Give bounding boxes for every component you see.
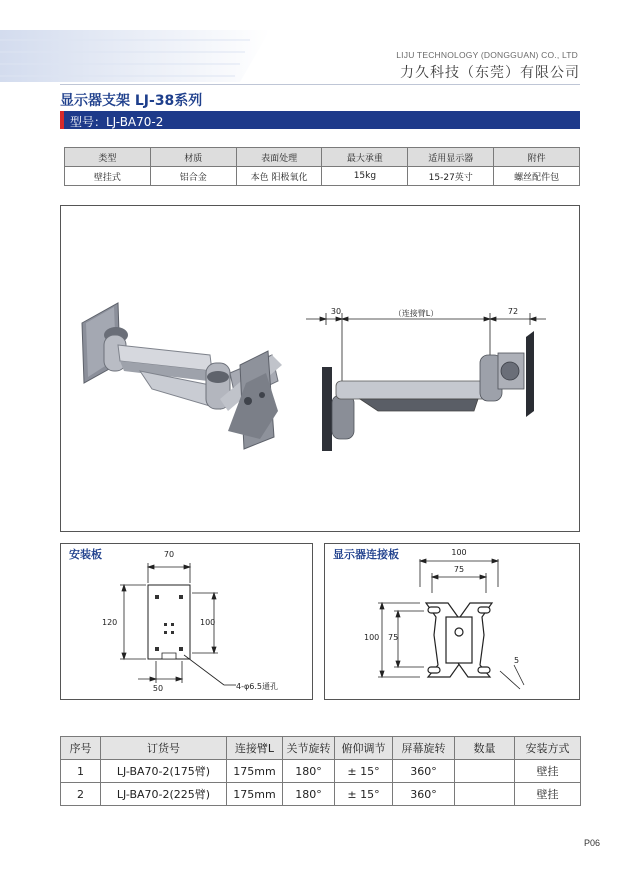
side-view-drawing: [306, 313, 546, 451]
mount-plate-drawing: [60, 543, 313, 700]
order-header-cell: 订货号: [101, 737, 227, 760]
vesa-dim-5: 5: [514, 656, 520, 665]
spec-header-cell: 最大承重: [322, 148, 408, 167]
order-cell: 1: [61, 760, 101, 783]
model-bar: [60, 111, 580, 129]
order-cell: 壁挂: [515, 760, 581, 783]
spec-header-cell: 附件: [494, 148, 580, 167]
order-header-cell: 俯仰调节: [335, 737, 393, 760]
spec-table-row: [65, 167, 580, 186]
dimension-arm-length: （连接臂L）: [393, 309, 439, 318]
order-cell: [455, 783, 515, 806]
spec-table-header: [65, 148, 580, 167]
vesa-plate-title: 显示器连接板: [330, 546, 402, 562]
order-table-row: [61, 760, 581, 783]
order-header-cell: 关节旋转: [283, 737, 335, 760]
order-cell: 2: [61, 783, 101, 806]
spec-cell: 铝合金: [150, 167, 236, 186]
spec-cell: 15kg: [322, 167, 408, 186]
mount-dim-hole-spacing: 100: [200, 618, 216, 627]
order-table-header: [61, 737, 581, 760]
mount-plate-title: 安装板: [66, 546, 105, 562]
mount-dim-bottom: 50: [152, 684, 164, 693]
mount-dim-height: 120: [102, 618, 118, 627]
dimension-30: 30: [330, 307, 342, 316]
order-cell: LJ-BA70-2(175臂): [101, 760, 227, 783]
mount-hole-note: 4-φ6.5通孔: [236, 682, 278, 691]
dimension-72: 72: [507, 307, 519, 316]
spec-header-cell: 适用显示器: [408, 148, 494, 167]
order-cell: 180°: [283, 760, 335, 783]
order-cell: 175mm: [227, 760, 283, 783]
spec-cell: 本色 阳极氧化: [236, 167, 322, 186]
spec-cell: 15-27英寸: [408, 167, 494, 186]
spec-cell: 螺丝配件包: [494, 167, 580, 186]
order-header-cell: 安装方式: [515, 737, 581, 760]
page-number: P06: [583, 838, 600, 848]
spec-header-cell: 类型: [65, 148, 151, 167]
order-cell: LJ-BA70-2(225臂): [101, 783, 227, 806]
spec-header-cell: 材质: [150, 148, 236, 167]
vesa-dim-75-height: 75: [388, 633, 399, 642]
company-name-en: LIJU TECHNOLOGY (DONGGUAN) CO., LTD: [396, 50, 578, 60]
order-table: [60, 736, 581, 806]
order-header-cell: 连接臂L: [227, 737, 283, 760]
order-cell: 壁挂: [515, 783, 581, 806]
order-cell: 180°: [283, 783, 335, 806]
vesa-dim-75-width: 75: [453, 565, 465, 574]
order-cell: ± 15°: [335, 783, 393, 806]
mount-dim-width: 70: [163, 550, 175, 559]
product-render: [82, 303, 282, 449]
order-cell: 360°: [393, 783, 455, 806]
vesa-plate-drawing: [324, 543, 580, 700]
header-decoration: [0, 0, 300, 88]
order-cell: [455, 760, 515, 783]
order-table-row: [61, 783, 581, 806]
spec-cell: 壁挂式: [65, 167, 151, 186]
page-title: 显示器支架 LJ-38系列: [60, 93, 203, 109]
order-cell: 360°: [393, 760, 455, 783]
company-name-cn: 力久科技（东莞）有限公司: [400, 65, 580, 81]
product-drawing: [60, 205, 580, 532]
model-label: 型号：LJ-BA70-2: [70, 115, 164, 129]
order-header-cell: 屏幕旋转: [393, 737, 455, 760]
spec-header-cell: 表面处理: [236, 148, 322, 167]
header-divider: [60, 84, 580, 85]
vesa-dim-100-width: 100: [451, 548, 467, 557]
order-cell: ± 15°: [335, 760, 393, 783]
spec-table: [64, 147, 580, 186]
order-header-cell: 数量: [455, 737, 515, 760]
order-header-cell: 序号: [61, 737, 101, 760]
vesa-dim-100-height: 100: [364, 633, 380, 642]
order-cell: 175mm: [227, 783, 283, 806]
